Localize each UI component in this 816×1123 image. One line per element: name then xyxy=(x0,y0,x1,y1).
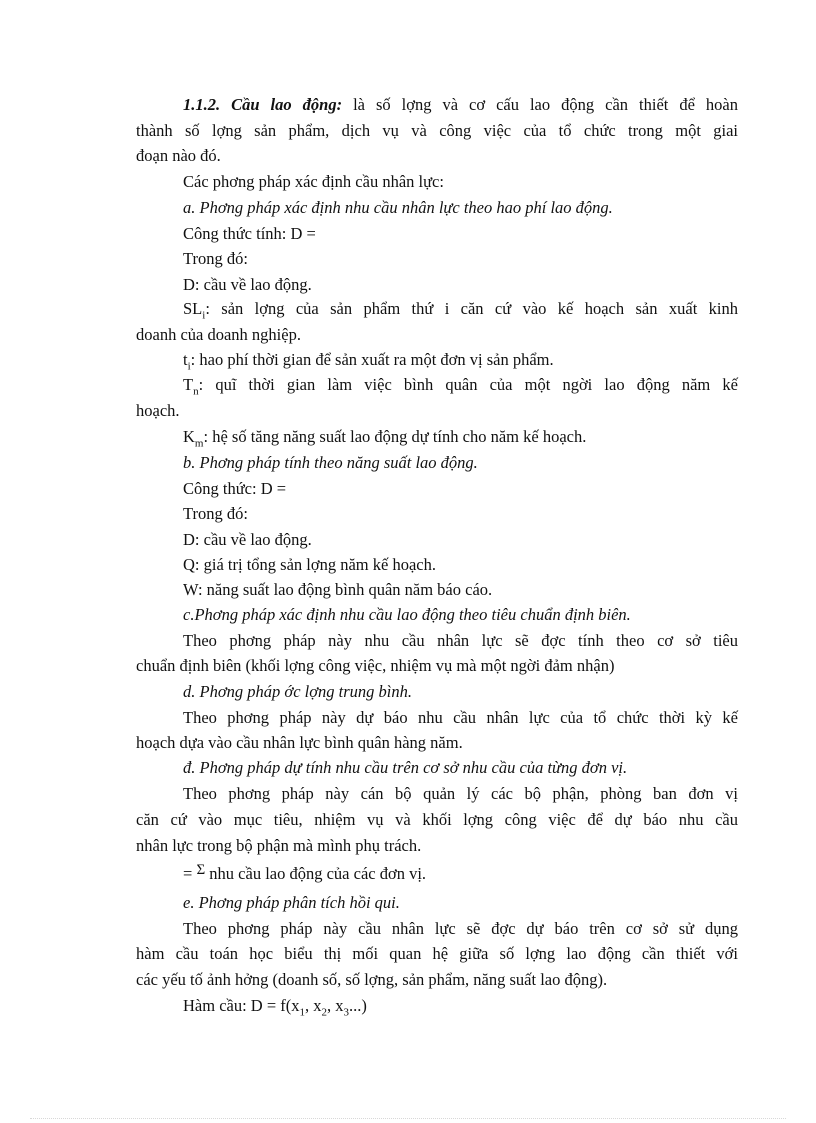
text-span: SL xyxy=(183,299,203,318)
method-heading-b: b. Phơng pháp tính theo năng suất lao động. xyxy=(183,453,478,472)
text-line: nhân lực trong bộ phận mà mình phụ trách. xyxy=(136,836,422,855)
function-line xyxy=(183,996,738,1019)
page-footer-divider xyxy=(30,1118,786,1119)
text-span: ...) xyxy=(349,996,367,1015)
method-heading-dd: đ. Phơng pháp dự tính nhu cầu trên cơ sở nhu cầu của từng đơn vị. xyxy=(183,758,628,777)
text-line: hàm cầu toán học biểu thị mối quan hệ giữa số lợng lao động cần thiết với xyxy=(136,944,738,963)
text-line xyxy=(183,375,738,398)
text-span: T xyxy=(183,375,194,394)
text-span: : hao phí thời gian để sản xuất ra một đơn vị sản phẩm. xyxy=(190,350,554,369)
text-line: Trong đó: xyxy=(183,504,248,523)
text-span: nhu cầu lao động của các đơn vị. xyxy=(205,864,427,883)
method-heading-e: e. Phơng pháp phân tích hồi qui. xyxy=(183,893,400,912)
text-span: : hệ số tăng năng suất lao động dự tính cho năm kế hoạch. xyxy=(203,427,587,446)
formula-line: Công thức tính: D = xyxy=(183,224,316,243)
text-line: Q: giá trị tổng sản lợng năm kế hoạch. xyxy=(183,555,436,574)
subscript: i xyxy=(202,309,206,322)
text-span: = xyxy=(183,864,197,883)
subscript: n xyxy=(193,385,199,398)
subscript: 1 xyxy=(299,1006,306,1019)
text-span: : sản lợng của sản phẩm thứ i căn cứ vào kế hoạch sản xuất kinh xyxy=(205,299,738,318)
text-span: , x xyxy=(305,996,322,1015)
text-span: : quĩ thời gian làm việc bình quân của một ngời lao động năm kế xyxy=(198,375,738,394)
paragraph-demand-definition xyxy=(183,95,738,115)
text-span: , x xyxy=(327,996,344,1015)
formula-line: Công thức: D = xyxy=(183,479,287,498)
text-line: đoạn nào đó. xyxy=(136,146,221,165)
text-line: Theo phơng pháp này dự báo nhu cầu nhân lực của tổ chức thời kỳ kế xyxy=(183,708,738,727)
text-line: hoạch. xyxy=(136,401,180,420)
text-line: Theo phơng pháp này cầu nhân lực sẽ đợc dự báo trên cơ sở sử dụng xyxy=(183,919,738,938)
text-line: chuẩn định biên (khối lợng công việc, nhiệm vụ mà một ngời đảm nhận) xyxy=(136,656,615,675)
text-line: các yếu tố ảnh hởng (doanh số, số lợng, sản phẩm, năng suất lao động). xyxy=(136,970,608,989)
text-line: hoạch dựa vào cầu nhân lực bình quân hàng năm. xyxy=(136,733,463,752)
text-span: t xyxy=(183,350,188,369)
text-span: K xyxy=(183,427,195,446)
text-line: W: năng suất lao động bình quân năm báo cáo. xyxy=(183,580,493,599)
text-span: là số lợng và cơ cấu lao động cần thiết để hoàn xyxy=(342,95,738,114)
text-line: Các phơng pháp xác định cầu nhân lực: xyxy=(183,172,444,191)
text-line: D: cầu về lao động. xyxy=(183,530,312,549)
text-line: Trong đó: xyxy=(183,249,248,268)
subscript: 2 xyxy=(321,1006,328,1019)
text-line: Theo phơng pháp này cán bộ quản lý các bộ phận, phòng ban đơn vị xyxy=(183,784,738,803)
text-line xyxy=(183,427,738,450)
text-line: thành số lợng sản phẩm, dịch vụ và công việc của tổ chức trong một giai xyxy=(136,121,738,140)
subscript: 3 xyxy=(343,1006,350,1019)
text-line: D: cầu về lao động. xyxy=(183,275,312,294)
text-line xyxy=(183,350,738,373)
section-heading: 1.1.2. Cầu lao động: xyxy=(183,95,343,114)
text-line: Theo phơng pháp này nhu cầu nhân lực sẽ đợc tính theo cơ sở tiêu xyxy=(183,631,738,650)
text-line: căn cứ vào mục tiêu, nhiệm vụ và khối lợng công việc để dự báo nhu cầu xyxy=(136,810,738,829)
method-heading-a: a. Phơng pháp xác định nhu cầu nhân lực theo hao phí lao động. xyxy=(183,198,613,217)
text-line xyxy=(183,299,738,322)
method-heading-c: c.Phơng pháp xác định nhu cầu lao động theo tiêu chuẩn định biên. xyxy=(183,605,631,624)
sigma-symbol: Σ xyxy=(196,862,206,878)
subscript: i xyxy=(187,360,191,373)
sum-formula-line xyxy=(183,864,738,885)
method-heading-d: d. Phơng pháp ớc lợng trung bình. xyxy=(183,682,412,701)
text-line: doanh của doanh nghiệp. xyxy=(136,325,301,344)
subscript: m xyxy=(194,437,204,450)
text-span: Hàm cầu: D = f(x xyxy=(183,996,300,1015)
